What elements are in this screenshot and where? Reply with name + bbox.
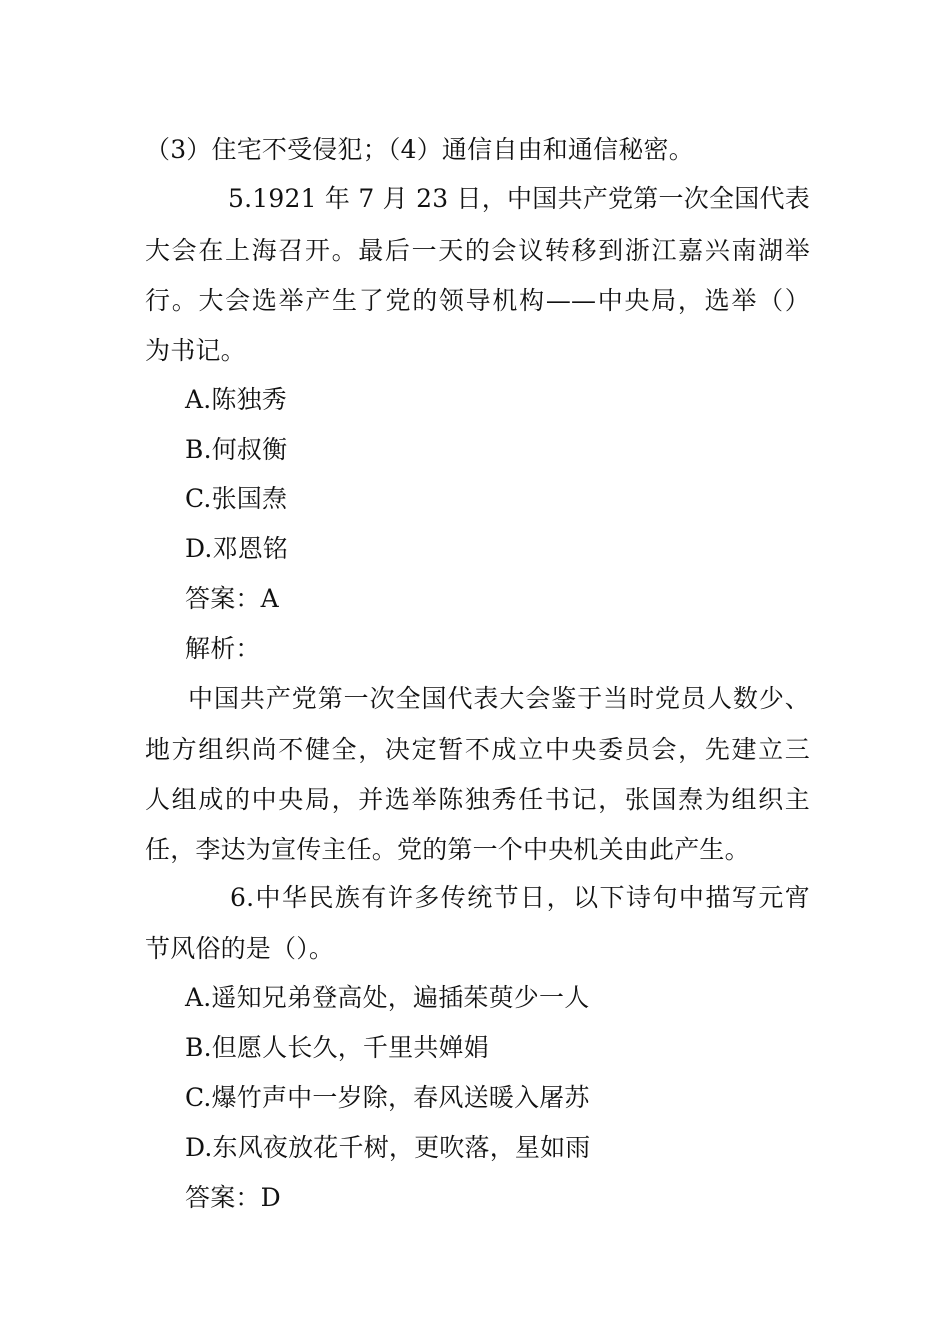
question-5-option-d: D.邓恩铭 — [185, 534, 289, 563]
text-line: （3）住宅不受侵犯；（4）通信自由和通信秘密。 — [145, 135, 694, 164]
question-6-option-c: C.爆竹声中一岁除，春风送暖入屠苏 — [185, 1083, 590, 1112]
question-5-answer: 答案：A — [185, 584, 279, 613]
question-5-line-3: 行。大会选举产生了党的领导机构——中央局，选举（） — [145, 286, 810, 315]
question-6-option-d: D.东风夜放花千树，更吹落，星如雨 — [185, 1133, 591, 1162]
question-5-analysis-line-3: 人组成的中央局，并选举陈独秀任书记，张国焘为组织主 — [145, 785, 810, 814]
question-5-line-1: 5.1921 年 7 月 23 日，中国共产党第一次全国代表 — [228, 184, 810, 213]
question-5-analysis-line-2: 地方组织尚不健全，决定暂不成立中央委员会，先建立三 — [145, 735, 810, 764]
question-5-line-4: 为书记。 — [145, 336, 246, 365]
question-6-option-a: A.遥知兄弟登高处，遍插茱萸少一人 — [185, 983, 590, 1012]
question-6-answer: 答案：D — [185, 1183, 281, 1212]
question-5-line-2: 大会在上海召开。最后一天的会议转移到浙江嘉兴南湖举 — [145, 236, 810, 265]
question-6-line-2: 节风俗的是（）。 — [145, 934, 335, 963]
question-5-option-a: A.陈独秀 — [185, 385, 288, 414]
question-5-analysis-line-1: 中国共产党第一次全国代表大会鉴于当时党员人数少、 — [188, 684, 810, 713]
question-6-option-b: B.但愿人长久，千里共婵娟 — [185, 1033, 489, 1062]
question-5-option-c: C.张国焘 — [185, 484, 288, 513]
question-6-line-1: 6.中华民族有许多传统节日，以下诗句中描写元宵 — [230, 883, 810, 912]
question-5-analysis-line-4: 任，李达为宣传主任。党的第一个中央机关由此产生。 — [145, 835, 750, 864]
question-5-analysis-label: 解析： — [185, 634, 261, 663]
question-5-option-b: B.何叔衡 — [185, 435, 288, 464]
